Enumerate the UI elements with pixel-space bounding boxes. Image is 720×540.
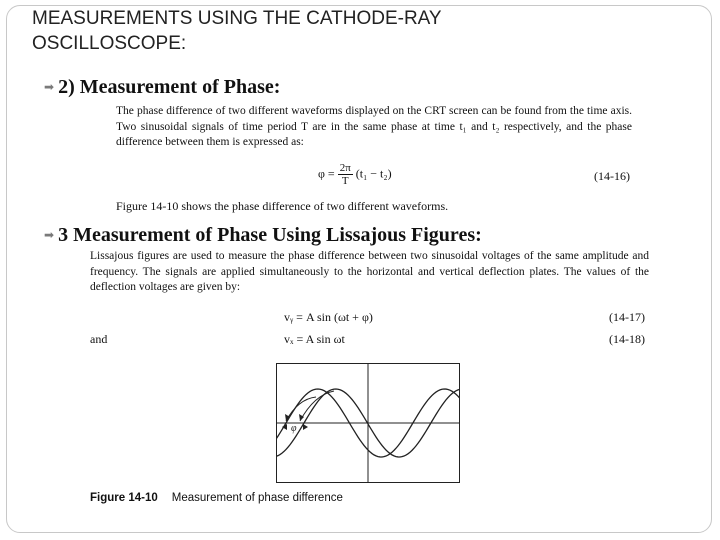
lissajous-paragraph: Lissajous figures are used to measure the phase difference between two sinusoidal voltages of the same amplitude and frequency. The signals are applied simultaneously to the horizontal and vertical deflection plates. The values of the deflection voltages are given by: bbox=[90, 250, 649, 293]
slide-title bbox=[32, 6, 442, 56]
title-line-1: MEASUREMENTS USING THE CATHODE-RAY bbox=[32, 8, 442, 29]
arrow-bullet-icon: ➡ bbox=[44, 80, 55, 94]
figure-caption-text: Measurement of phase difference bbox=[171, 492, 343, 504]
phase-eq-lhs: φ = bbox=[318, 166, 335, 181]
phase-eq-number: (14-16) bbox=[594, 169, 630, 183]
phase-difference-figure bbox=[276, 363, 460, 483]
title-line-2: OSCILLOSCOPE: bbox=[32, 33, 187, 54]
lissajous-eq1-number: (14-17) bbox=[609, 310, 645, 324]
figure-caption bbox=[90, 492, 343, 504]
lissajous-eq2-number: (14-18) bbox=[609, 332, 645, 346]
lissajous-heading-text: 3 Measurement of Phase Using Lissajous Figures: bbox=[58, 224, 482, 246]
phi-right-arrow-icon bbox=[303, 424, 308, 430]
phi-label: φ bbox=[291, 423, 297, 434]
phase-figure-note: Figure 14-10 shows the phase difference of two different waveforms. bbox=[116, 199, 449, 213]
phase-eq-rhs: (t₁ − t₂) bbox=[355, 166, 392, 181]
arrow-bullet-icon: ➡ bbox=[44, 228, 55, 242]
lissajous-heading bbox=[44, 224, 482, 247]
phase-heading bbox=[44, 76, 280, 99]
phase-eq-fraction bbox=[338, 162, 353, 187]
phase-eq-denominator: T bbox=[341, 175, 349, 187]
lissajous-eq2: vₓ = A sin ωt bbox=[284, 332, 345, 346]
lissajous-eq2-prefix: and bbox=[90, 332, 108, 346]
phase-eq-numerator: 2π bbox=[339, 162, 351, 174]
phase-equation bbox=[318, 162, 392, 187]
lissajous-eq1: vᵧ = A sin (ωt + φ) bbox=[284, 310, 373, 324]
figure-label: Figure 14-10 bbox=[90, 492, 158, 504]
phase-heading-text: 2) Measurement of Phase: bbox=[58, 76, 281, 98]
phase-paragraph: The phase difference of two different waveforms displayed on the CRT screen can be found from the time axis. Two sinusoidal signals of time period T are in the same phase at time t₁ and t₂ respectively, and the phase difference between them is expressed as: bbox=[116, 105, 632, 148]
